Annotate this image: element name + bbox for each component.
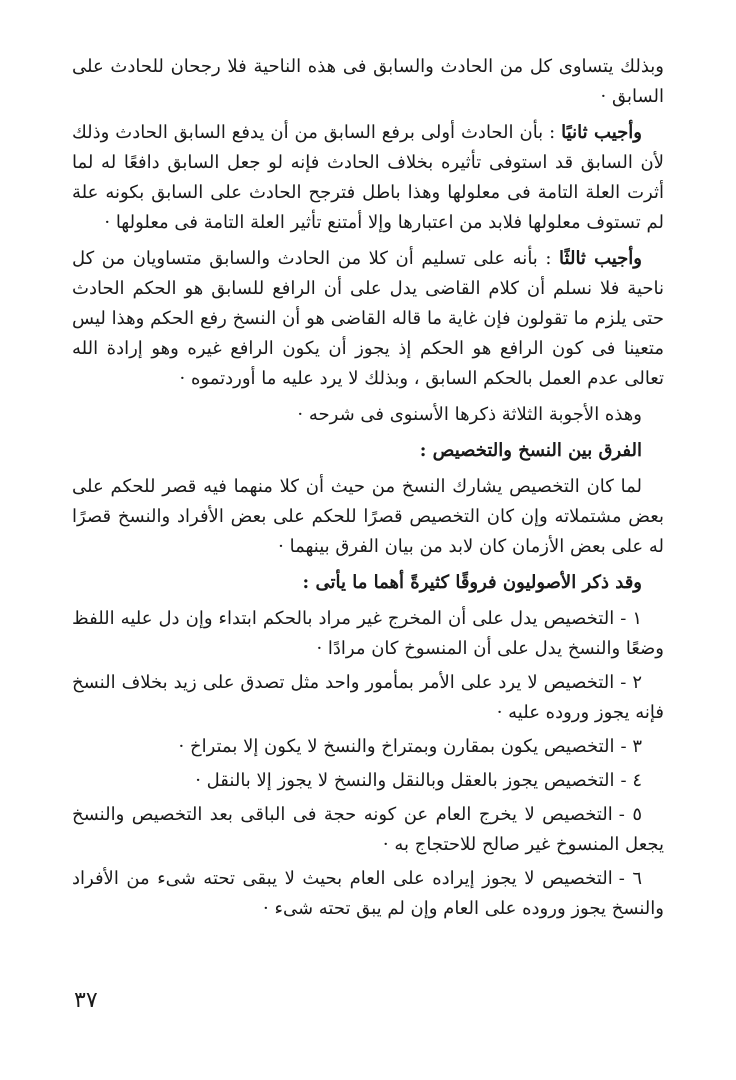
list-item-number: ٢ - [620,672,642,693]
page-number: ٣٧ [74,988,98,1013]
paragraph-3 [72,244,664,394]
list-item-text: التخصيص لا يرد على الأمر بمأمور واحد مثل تصدق على زيد بخلاف النسخ فإنه يجوز وروده عليه · [72,672,664,723]
list-item-text: التخصيص يجوز بالعقل وبالنقل والنسخ لا يجوز إلا بالنقل · [195,770,615,791]
list-item-number: ٥ - [618,804,642,825]
paragraph-2 [72,118,664,238]
list-item-3 [72,732,664,762]
list-item-number: ٤ - [620,770,642,791]
list-item-text: التخصيص يدل على أن المخرج غير مراد بالحكم ابتداء وإن دل عليه اللفظ وضعًا والنسخ يدل على أن المنسوخ كان مرادًا · [72,608,664,659]
paragraph-2-lead: وأجيب ثانيًا [561,122,642,143]
list-item-5 [72,800,664,860]
list-item-text: التخصيص لا يخرج العام عن كونه حجة فى الباقى بعد التخصيص والنسخ يجعل المنسوخ غير صالح للاحتجاج به · [72,804,664,855]
page-body [72,52,664,928]
section-heading-difference: الفرق بين النسخ والتخصيص : [419,440,642,461]
section-heading-differences-list: وقد ذكر الأصوليون فروقًا كثيرةً أهما ما يأتى : [302,572,642,593]
paragraph-4: وهذه الأجوبة الثلاثة ذكرها الأسنوى فى شرحه · [297,404,642,425]
list-item-6 [72,864,664,924]
paragraph-5: لما كان التخصيص يشارك النسخ من حيث أن كلا منهما فيه قصر للحكم على بعض مشتملاته وإن كان التخصيص قصرًا للحكم على بعض الأفراد والنسخ قصرًا له على بعض الأزمان كان لابد من بيان الفرق بينهما · [72,476,664,557]
paragraph-3-lead: وأجيب ثالثًا [559,248,642,269]
list-item-4 [72,766,664,796]
list-item-text: التخصيص لا يجوز إيراده على العام بحيث لا يبقى تحته شىء من الأفراد والنسخ يجوز وروده على العام وإن لم يبق تحته شىء · [72,868,664,919]
list-item-number: ٦ - [618,868,642,889]
list-item-number: ٣ - [620,736,642,757]
list-item-1 [72,604,664,664]
list-item-number: ١ - [620,608,642,629]
differences-list [72,604,664,924]
paragraph-2-text: : بأن الحادث أولى برفع السابق من أن يدفع السابق الحادث وذلك لأن السابق قد استوفى تأثيره بخلاف الحادث فإنه لو جعل السابق دافعًا له لما أثرت العلة التامة فى معلولها وهذا باطل فترجح الحادث على السابق بكونه علة لم تستوف معلولها فلابد من اعتبارها وإلا أمتنع تأثير العلة التامة فى معلولها · [72,122,664,233]
list-item-text: التخصيص يكون بمقارن وبمتراخ والنسخ لا يكون إلا بمتراخ · [178,736,615,757]
paragraph-1: وبذلك يتساوى كل من الحادث والسابق فى هذه الناحية فلا رجحان للحادث على السابق · [72,56,664,107]
list-item-2 [72,668,664,728]
paragraph-3-text: : بأنه على تسليم أن كلا من الحادث والسابق متساويان من كل ناحية فلا نسلم أن كلام القاضى يدل على أن الرافع للسابق هو الحكم الحادث حتى يلزم ما تقولون فإن غاية ما قاله القاضى هو أن النسخ رفع الحكم وهذا ليس متعينا فى كون الرافع هو الحكم إذ يجوز أن يكون الرافع غيره وهو إرادة الله تعالى عدم العمل بالحكم السابق ، وبذلك لا يرد عليه ما أوردتموه · [72,248,664,389]
